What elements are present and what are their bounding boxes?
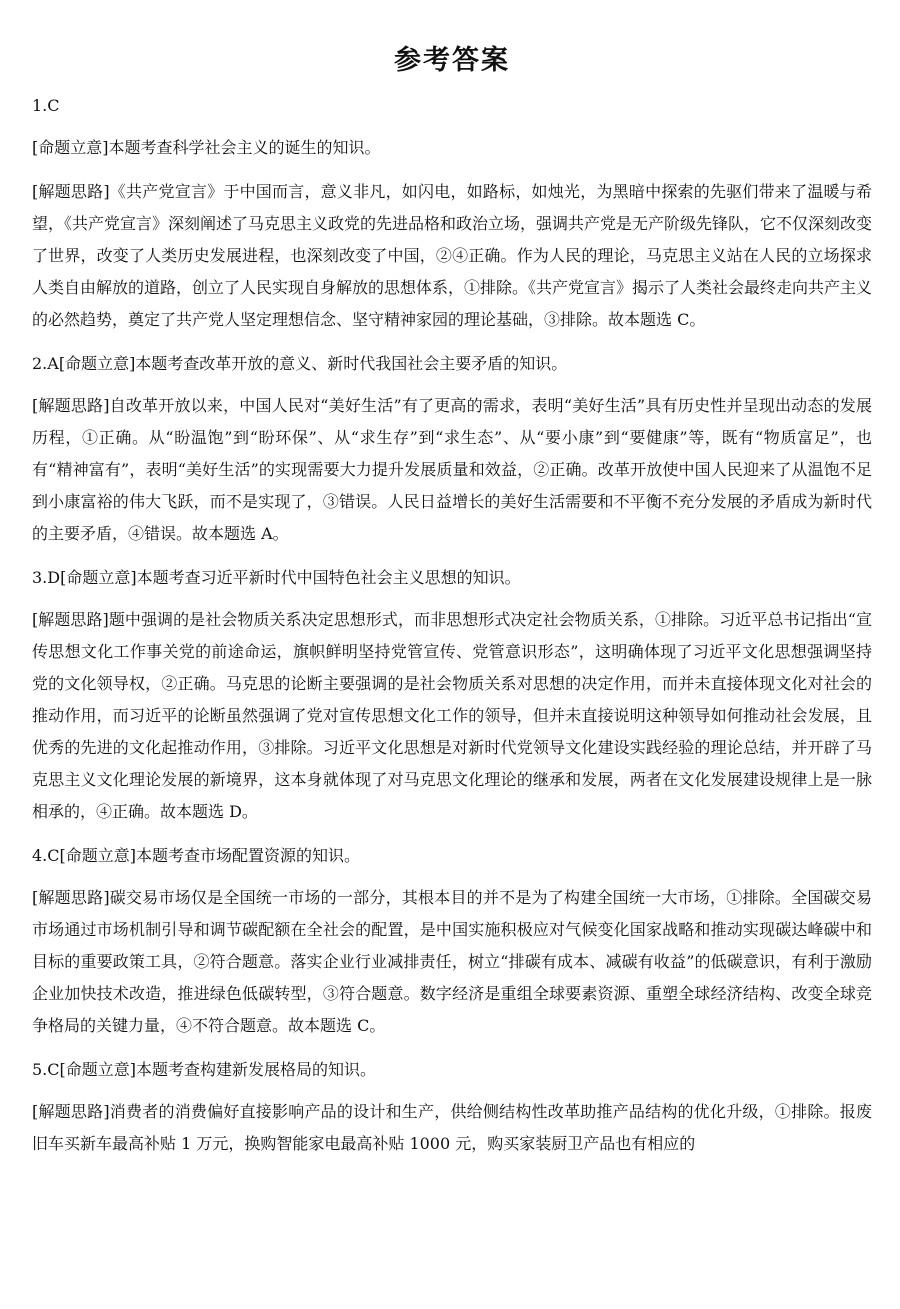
answer-1-intent: [命题立意]本题考查科学社会主义的诞生的知识。 (32, 138, 381, 157)
answer-1-heading: 1.C (32, 96, 60, 115)
answer-4-heading: 4.C[命题立意]本题考查市场配置资源的知识。 (32, 846, 360, 865)
answer-1-reasoning: [解题思路]《共产党宣言》于中国而言，意义非凡，如闪电，如路标，如烛光，为黑暗中探索的先驱们带来了温暖与希望，《共产党宣言》深刻阐述了马克思主义政党的先进品格和政治立场，强调共产党是无产阶级先锋队，它不仅深刻改变了世界，改变了人类历史发展进程，也深刻改变了中国，②④正确。作为人民的理论，马克思主义站在人民的立场探求人类自由解放的道路，创立了人民实现自身解放的思想体系，①排除。《共产党宣言》揭示了人类社会最终走向共产主义的必然趋势，奠定了共产党人坚定理想信念、坚守精神家园的理论基础，③排除。故本题选 C。 (32, 182, 873, 329)
answer-4-reasoning: [解题思路]碳交易市场仅是全国统一市场的一部分，其根本目的并不是为了构建全国统一大市场，①排除。全国碳交易市场通过市场机制引导和调节碳配额在全社会的配置，是中国实施积极应对气候变化国家战略和推动实现碳达峰碳中和目标的重要政策工具，②符合题意。落实企业行业减排责任，树立“排碳有成本、减碳有收益”的低碳意识，有利于激励企业加快技术改造，推进绿色低碳转型，③符合题意。数字经济是重组全球要素资源、重塑全球经济结构、改变全球竞争格局的关键力量，④不符合题意。故本题选 C。 (32, 888, 872, 1035)
answer-3-heading: 3.D[命题立意]本题考查习近平新时代中国特色社会主义思想的知识。 (32, 568, 521, 587)
page-title: 参考答案 (394, 45, 510, 76)
answer-3-reasoning: [解题思路]题中强调的是社会物质关系决定思想形式，而非思想形式决定社会物质关系，①排除。习近平总书记指出“宣传思想文化工作事关党的前途命运，旗帜鲜明坚持党管宣传、党管意识形态”，这明确体现了习近平文化思想强调坚持党的文化领导权，②正确。马克思的论断主要强调的是社会物质关系对思想的决定作用，而并未直接体现文化对社会的推动作用，而习近平的论断虽然强调了党对宣传思想文化工作的领导，但并未直接说明这种领导如何推动社会发展，且优秀的先进的文化起推动作用，③排除。习近平文化思想是对新时代党领导文化建设实践经验的理论总结，并开辟了马克思主义文化理论发展的新境界，这本身就体现了对马克思文化理论的继承和发展，两者在文化发展建设规律上是一脉相承的，④正确。故本题选 D。 (32, 610, 872, 821)
answer-5-heading: 5.C[命题立意]本题考查构建新发展格局的知识。 (32, 1060, 376, 1079)
answer-2-reasoning: [解题思路]自改革开放以来，中国人民对“美好生活”有了更高的需求，表明“美好生活”具有历史性并呈现出动态的发展历程，①正确。从“盼温饱”到“盼环保”、从“求生存”到“求生态”、从“要小康”到“要健康”等，既有“物质富足”，也有“精神富有”，表明“美好生活”的实现需要大力提升发展质量和效益，②正确。改革开放使中国人民迎来了从温饱不足到小康富裕的伟大飞跃，而不是实现了，③错误。人民日益增长的美好生活需要和不平衡不充分发展的矛盾成为新时代的主要矛盾，④错误。故本题选 A。 (32, 396, 872, 543)
answer-2-heading: 2.A[命题立意]本题考查改革开放的意义、新时代我国社会主要矛盾的知识。 (32, 354, 568, 373)
answer-5-reasoning: [解题思路]消费者的消费偏好直接影响产品的设计和生产，供给侧结构性改革助推产品结构的优化升级，①排除。报废旧车买新车最高补贴 1 万元，换购智能家电最高补贴 1000 元，购买家装厨卫产品也有相应的 (32, 1102, 872, 1153)
answer-list (32, 90, 872, 1160)
